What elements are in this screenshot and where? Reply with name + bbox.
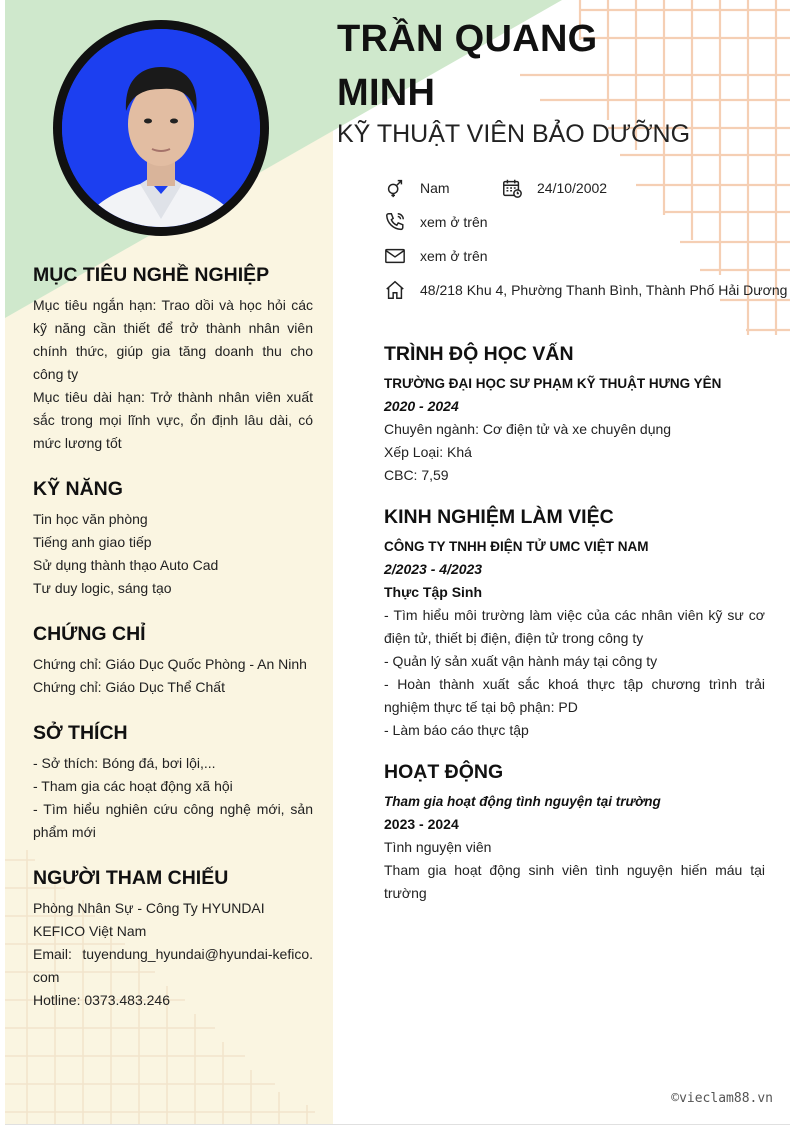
objective-heading: MỤC TIÊU NGHỀ NGHIỆP (33, 264, 270, 286)
education-section (384, 341, 765, 487)
activity-period: 2023 - 2024 (384, 816, 459, 832)
envelope-icon (384, 245, 406, 267)
school-name: TRƯỜNG ĐẠI HỌC SƯ PHẠM KỸ THUẬT HƯNG YÊN (384, 376, 722, 391)
certificate-item: Chứng chỉ: Giáo Dục Thể Chất (33, 679, 225, 695)
experience-item: - Hoàn thành xuất sắc khoá thực tập chương trình trải nghiệm thực tế tại bộ phận: PD (384, 676, 765, 715)
skills-heading: KỸ NĂNG (33, 478, 123, 500)
phone-icon (384, 211, 406, 233)
experience-position: Thực Tập Sinh (384, 584, 483, 600)
avatar (53, 20, 269, 236)
gender-row: Nam (384, 177, 450, 199)
activities-heading: HOẠT ĐỘNG (384, 761, 504, 783)
certificates-heading: CHỨNG CHỈ (33, 623, 146, 645)
education-major: Chuyên ngành: Cơ điện tử và xe chuyên dụng (384, 421, 672, 437)
hobbies-heading: SỞ THÍCH (33, 722, 128, 744)
activity-name: Tham gia hoạt động tình nguyện tại trường (384, 794, 661, 809)
hobby-item: - Tham gia các hoạt động xã hội (33, 778, 233, 794)
skill-item: Tiếng anh giao tiếp (33, 534, 152, 550)
objective-section (33, 262, 313, 455)
experience-item: - Làm báo cáo thực tập (384, 722, 529, 738)
activity-role: Tình nguyện viên (384, 839, 492, 855)
watermark: ©vieclam88.vn (671, 1091, 773, 1106)
education-heading: TRÌNH ĐỘ HỌC VẤN (384, 343, 574, 365)
page-bottom-divider (5, 1124, 790, 1125)
candidate-name: TRẦN QUANG MINH (337, 18, 598, 114)
certificates-section (33, 621, 313, 699)
skill-item: Tin học văn phòng (33, 511, 148, 527)
objective-long-term: Mục tiêu dài hạn: Trở thành nhân viên xuất sắc trong mọi lĩnh vực, ổn định lâu dài, có mức lương tốt (33, 389, 313, 451)
objective-short-term: Mục tiêu ngắn hạn: Trao dồi và học hỏi các kỹ năng cần thiết để trở thành nhân viên chính thức, giúp gia tăng doanh thu cho công ty (33, 297, 313, 382)
address-row: 48/218 Khu 4, Phường Thanh Bình, Thành Phố Hải Dương (384, 279, 787, 301)
reference-hotline: Hotline: 0373.483.246 (33, 992, 170, 1008)
experience-section (384, 504, 765, 742)
experience-item: - Tìm hiểu môi trường làm việc của các nhân viên kỹ sư cơ điện tử, thiết bị điện, điện tử trong công ty (384, 607, 765, 646)
hobbies-section (33, 720, 313, 844)
skill-item: Sử dụng thành thạo Auto Cad (33, 557, 219, 573)
skill-item: Tư duy logic, sáng tạo (33, 580, 172, 596)
reference-email: Email: tuyendung_hyundai@hyundai-kefico.com (33, 946, 313, 985)
activities-section (384, 759, 765, 905)
reference-company: Phòng Nhân Sự - Công Ty HYUNDAI KEFICO Việt Nam (33, 900, 265, 939)
experience-company: CÔNG TY TNHH ĐIỆN TỬ UMC VIỆT NAM (384, 539, 649, 554)
home-icon (384, 279, 406, 301)
profile-photo (62, 29, 260, 227)
education-rank: Xếp Loại: Khá (384, 444, 472, 460)
references-heading: NGƯỜI THAM CHIẾU (33, 867, 229, 889)
hobby-item: - Tìm hiểu nghiên cứu công nghệ mới, sản phẩm mới (33, 801, 313, 840)
education-gpa: CBC: 7,59 (384, 467, 449, 483)
certificate-item: Chứng chỉ: Giáo Dục Quốc Phòng - An Ninh (33, 656, 307, 672)
phone-row: xem ở trên (384, 211, 488, 233)
hobby-item: - Sở thích: Bóng đá, bơi lội,... (33, 755, 216, 771)
job-title: KỸ THUẬT VIÊN BẢO DƯỠNG (337, 120, 691, 148)
calendar-icon (501, 177, 523, 199)
gender-icon (384, 177, 406, 199)
experience-period: 2/2023 - 4/2023 (384, 561, 483, 577)
experience-item: - Quản lý sản xuất vận hành máy tại công ty (384, 653, 658, 669)
skills-section (33, 476, 313, 600)
email-row: xem ở trên (384, 245, 488, 267)
birthday-row: 24/10/2002 (501, 177, 607, 199)
activity-description: Tham gia hoạt động sinh viên tình nguyện hiến máu tại trường (384, 862, 765, 901)
education-period: 2020 - 2024 (384, 398, 459, 414)
references-section (33, 865, 313, 1012)
experience-heading: KINH NGHIỆM LÀM VIỆC (384, 506, 614, 528)
